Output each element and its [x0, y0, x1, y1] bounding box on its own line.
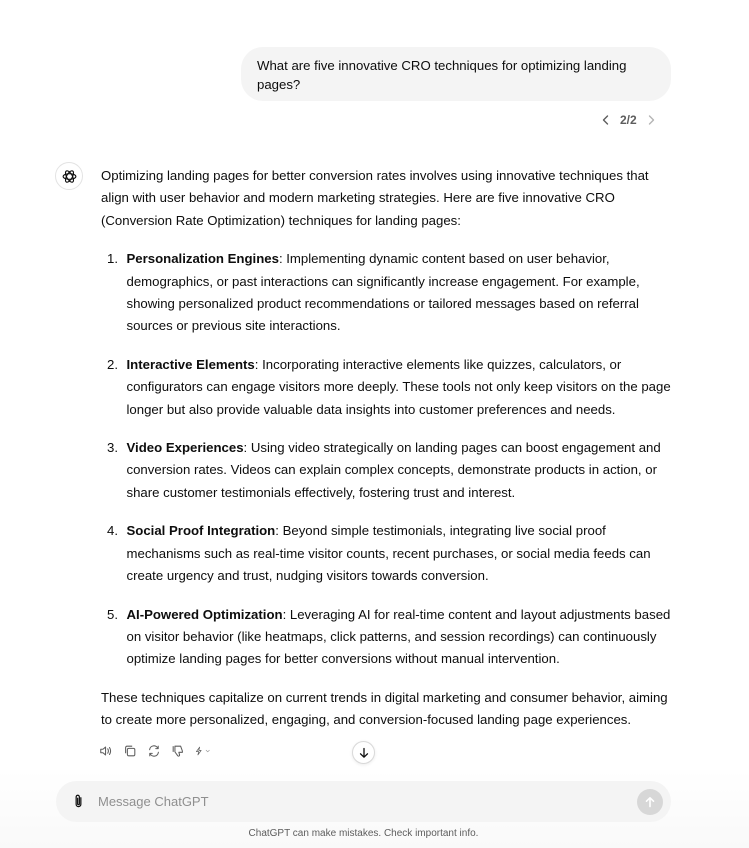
paperclip-icon — [71, 793, 86, 810]
list-item — [101, 604, 673, 671]
list-item-body: : Using video strategically on landing pages can boost engagement and conversion rates. Videos can explain complex concepts, demonstrate products in action, or share customer testimonials effectively, fostering trust and interest. — [126, 440, 661, 500]
thumbs-down-icon — [171, 744, 185, 758]
list-item — [101, 520, 673, 587]
scroll-to-bottom-button[interactable] — [352, 741, 375, 764]
chevron-right-icon — [645, 114, 657, 126]
switch-model-button[interactable] — [194, 743, 210, 759]
openai-logo-icon — [61, 168, 78, 185]
list-item-number: 5. — [107, 606, 118, 622]
response-pager-count: 2/2 — [620, 113, 637, 127]
list-item-title: Personalization Engines — [126, 251, 279, 267]
response-pager — [596, 110, 661, 130]
list-item-body: : Leveraging AI for real-time content and layout adjustments based on visitor behavior (like heatmaps, click patterns, and session recordings) can continuously optimize landing pages for better conversions without manual intervention. — [126, 606, 671, 667]
send-button[interactable] — [637, 789, 663, 815]
regenerate-icon — [147, 744, 161, 758]
chevron-down-icon — [205, 747, 210, 755]
arrow-down-icon — [358, 747, 370, 759]
arrow-up-icon — [644, 796, 656, 808]
list-item — [101, 437, 673, 504]
regenerate-button[interactable] — [146, 743, 162, 759]
assistant-avatar — [55, 162, 83, 190]
next-response-button[interactable] — [641, 110, 661, 130]
attach-file-button[interactable] — [70, 793, 86, 811]
previous-response-button[interactable] — [596, 110, 616, 130]
message-input[interactable] — [98, 794, 637, 809]
disclaimer-text: ChatGPT can make mistakes. Check important info. — [248, 828, 479, 839]
user-message-bubble — [241, 47, 671, 101]
message-composer — [56, 781, 671, 822]
list-item — [101, 354, 673, 421]
list-item-number: 1. — [107, 251, 118, 267]
list-item-title: AI-Powered Optimization — [126, 606, 283, 622]
read-aloud-button[interactable] — [98, 743, 114, 759]
assistant-message — [101, 165, 673, 732]
copy-icon — [123, 744, 137, 758]
list-item-number: 3. — [107, 440, 118, 456]
user-message-text: What are five innovative CRO techniques for optimizing landing pages? — [257, 58, 627, 92]
list-item-title: Interactive Elements — [126, 356, 255, 372]
model-switch-icon — [194, 744, 204, 758]
list-item-title: Social Proof Integration — [126, 523, 276, 539]
read-aloud-icon — [99, 744, 113, 758]
message-actions — [98, 742, 210, 760]
list-item-number: 2. — [107, 356, 118, 372]
list-item-title: Video Experiences — [126, 440, 244, 456]
list-item — [101, 248, 673, 338]
list-item-body: : Implementing dynamic content based on user behavior, demographics, or past interactions can significantly increase engagement. For example, showing personalized product recommendations or tailored messages based on referral sources or previous site interactions. — [126, 251, 640, 334]
list-item-body: : Beyond simple testimonials, integrating live social proof mechanisms such as real-time visitor counts, recent purchases, or social media feeds can create urgency and trust, nudging visitors towards conversion. — [126, 523, 651, 584]
answer-intro: Optimizing landing pages for better conversion rates involves using innovative techniques that align with user behavior and modern marketing strategies. Here are five innovative CRO (Conversion Rate Optimization) techniques for landing pages: — [101, 168, 649, 228]
copy-button[interactable] — [122, 743, 138, 759]
chevron-left-icon — [600, 114, 612, 126]
list-item-body: : Incorporating interactive elements like quizzes, calculators, or configurators can engage visitors more deeply. These tools not only keep visitors on the page longer but also provide valuable data insights into customer preferences and needs. — [126, 356, 671, 417]
answer-outro: These techniques capitalize on current trends in digital marketing and consumer behavior, aiming to create more personalized, engaging, and conversion-focused landing page experiences. — [101, 689, 668, 728]
technique-list — [101, 248, 673, 671]
bad-response-button[interactable] — [170, 743, 186, 759]
list-item-number: 4. — [107, 523, 118, 539]
